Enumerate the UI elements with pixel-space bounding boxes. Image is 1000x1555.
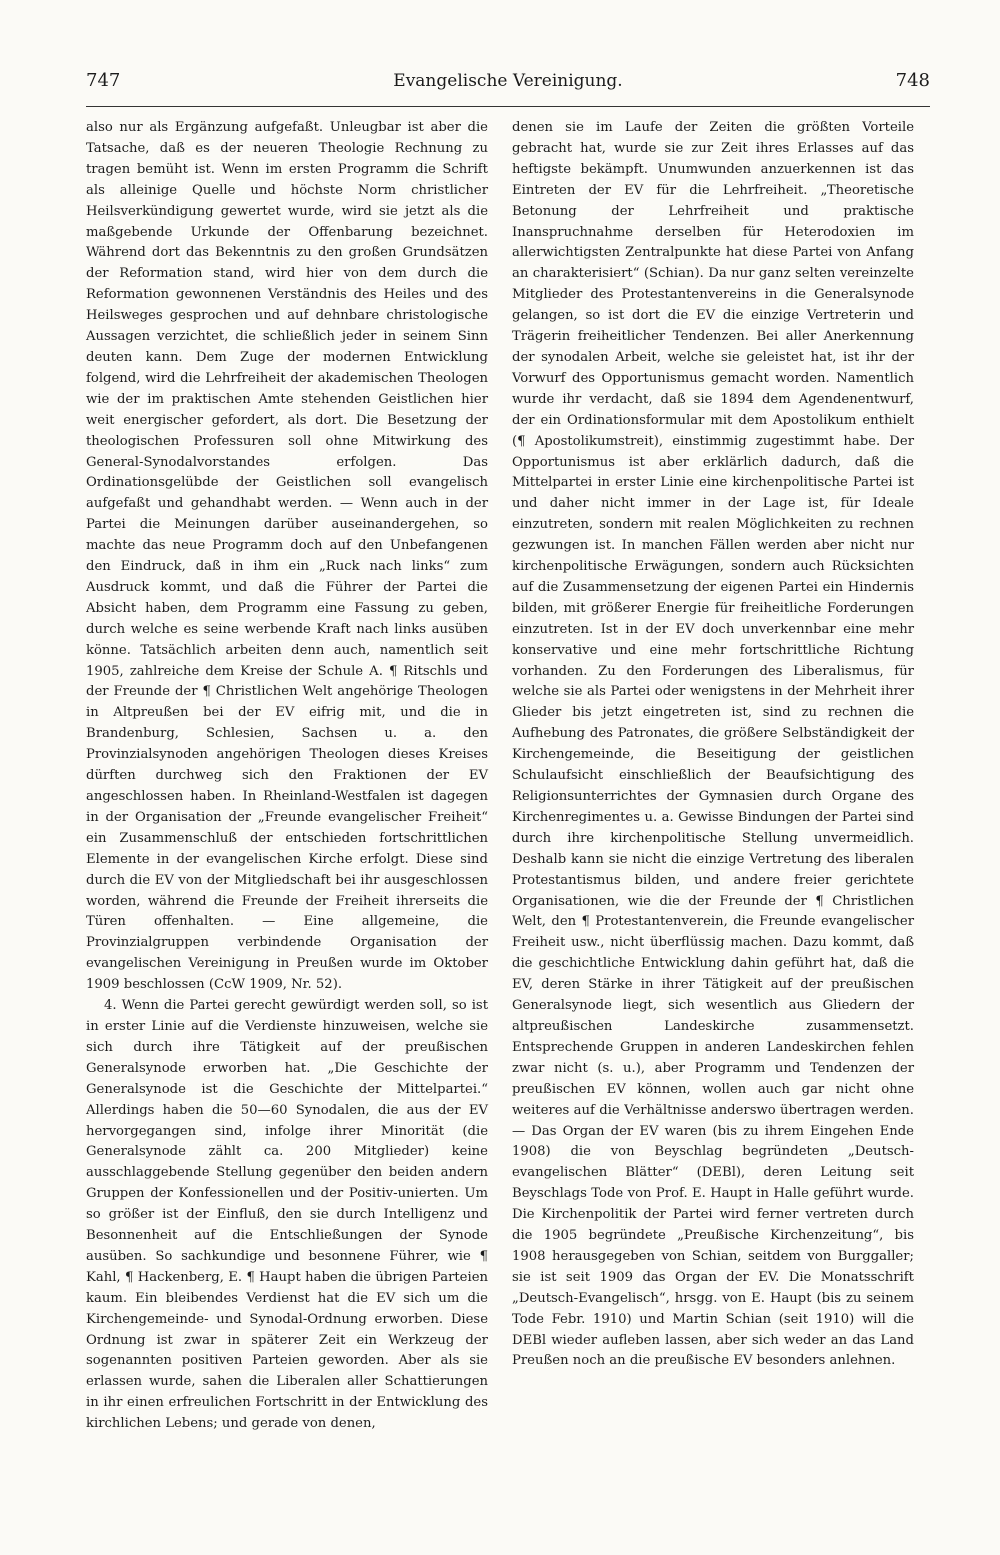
paragraph: denen sie im Laufe der Zeiten die größten Vorteile gebracht hat, wurde sie zur Zeit ihres Erlasses auf das heftigste bekämpft. Unumwunden anzuerkennen ist das Eintreten der EV für die Lehrfreiheit. „Theoretische Betonung der Lehrfreiheit und praktische Inanspruchnahme derselben für Heterodoxien im allerwichtigsten Zentralpunkte hat diese Partei von Anfang an charakterisiert“ (Schian). Da nur ganz selten vereinzelte Mitglieder des Protestantenvereins in die Generalsynode gelangen, so ist dort die EV die einzige Vertreterin und Trägerin freiheitlicher Tendenzen. Bei aller Anerkennung der synodalen Arbeit, welche sie geleistet hat, ist ihr der Vorwurf des Opportunismus gemacht worden. Namentlich wurde ihr verdacht, daß sie 1894 dem Agendenentwurf, der ein Ordinationsformular mit dem Apostolikum enthielt (¶ Apostolikumstreit), einstimmig zugestimmt habe. Der Opportunismus ist aber erklärlich dadurch, daß die Mittelpartei in erster Linie eine kirchenpolitische Partei ist und daher nicht immer in der Lage ist, für Ideale einzutreten, sondern mit realen Möglichkeiten zu rechnen gezwungen ist. In manchen Fällen werden aber nicht nur kirchenpolitische Erwägungen, sondern auch Rücksichten auf die Zusammensetzung der eigenen Partei ein Hindernis bilden, mit größerer Energie für freiheitliche Forderungen einzutreten. Ist in der EV doch unverkennbar eine mehr konservative und eine mehr fortschrittliche Richtung vorhanden. Zu den Forderungen des Liberalismus, für welche sie als Partei oder wenigstens in der Mehrheit ihrer Glieder bis jetzt eingetreten ist, sind zu rechnen die Aufhebung des Patronates, die größere Selbständigkeit der Kirchengemeinde, die Beseitigung der geistlichen Schulaufsicht einschließlich der Beaufsichtigung des Religionsunterrichtes der Gymnasien durch Organe des Kirchenregimentes u. a. Gewisse Bindungen der Partei sind durch ihre kirchenpolitische Stellung unvermeidlich. Deshalb kann sie nicht die einzige Vertretung des liberalen Protestantismus bilden, und andere freier gerichtete Organisationen, wie die der Freunde der ¶ Christlichen Welt, den ¶ Protestantenverein, die Freunde evangelischer Freiheit usw., nicht überflüssig machen. Dazu kommt, daß die geschichtliche Entwicklung dahin geführt hat, daß die EV, deren Stärke in ihrer Tätigkeit auf der preußischen Generalsynode liegt, sich wesentlich aus Gliedern der altpreußischen Landeskirche zusammensetzt. Entsprechende Gruppen in anderen Landeskirchen fehlen zwar nicht (s. u.), aber Programm und Tendenzen der preußischen EV können, wollen auch gar nicht ohne weiteres auf die Verhältnisse anderswo übertragen werden. — Das Organ der EV waren (bis zu ihrem Eingehen Ende 1908) die von Beyschlag begründeten „Deutsch-evangelischen Blätter“ (DEBl), deren Leitung seit Beyschlags Tode von Prof. E. Haupt in Halle geführt wurde. Die Kirchenpolitik der Partei wird ferner vertreten durch die 1905 begründete „Preußische Kirchenzeitung“, bis 1908 herausgegeben von Schian, seitdem von Burggaller; sie ist seit 1909 das Organ der EV. Die Monatsschrift „Deutsch-Evangelisch“, hrsgg. von E. Haupt (bis zu seinem Tode Febr. 1910) und Martin Schian (seit 1910) will die DEBl wieder aufleben lassen, aber sich weder an das Land Preußen noch an die preußische EV besonders anlehnen.: [512, 120, 914, 1369]
left-column: [86, 118, 488, 1435]
page-number-right: 748: [895, 70, 930, 91]
page-number-left: 747: [86, 70, 121, 91]
paragraph: also nur als Ergänzung aufgefaßt. Unleugbar ist aber die Tatsache, daß es der neueren Theologie Rechnung zu tragen bemüht ist. Wenn im ersten Programm die Schrift als alleinige Quelle und höchste Norm christlicher Heilsverkündigung gewertet wurde, wird sie jetzt als die maßgebende Urkunde der Offenbarung bezeichnet. Während dort das Bekenntnis zu den großen Grundsätzen der Reformation stand, wird hier von dem durch die Reformation gewonnenen Verständnis des Heiles und des Heilsweges gesprochen und auf dehnbare christologische Aussagen verzichtet, die schließlich jeder in seinem Sinn deuten kann. Dem Zuge der modernen Entwicklung folgend, wird die Lehrfreiheit der akademischen Theologen wie der im praktischen Amte stehenden Geistlichen hier weit energischer gefordert, als dort. Die Besetzung der theologischen Professuren soll ohne Mitwirkung des General-Synodalvorstandes erfolgen. Das Ordinationsgelübde der Geistlichen soll evangelisch aufgefaßt und gehandhabt werden. — Wenn auch in der Partei die Meinungen darüber auseinandergehen, so machte das neue Programm doch auf den Unbefangenen den Eindruck, daß in ihm ein „Ruck nach links“ zum Ausdruck kommt, und daß die Führer der Partei die Absicht haben, dem Programm eine Fassung zu geben, durch welche es seine werbende Kraft nach links ausüben könne. Tatsächlich arbeiten denn auch, namentlich seit 1905, zahlreiche dem Kreise der Schule A. ¶ Ritschls und der Freunde der ¶ Christlichen Welt angehörige Theologen in Altpreußen bei der EV eifrig mit, und die in Brandenburg, Schlesien, Sachsen u. a. den Provinzialsynoden angehörigen Theologen dieses Kreises dürften durchweg sich den Fraktionen der EV angeschlossen haben. In Rheinland-Westfalen ist dagegen in der Organisation der „Freunde evangelischer Freiheit“ ein Zusammenschluß der entschieden fortschrittlichen Elemente in der evangelischen Kirche erfolgt. Diese sind durch die EV von der Mitgliedschaft bei ihr ausgeschlossen worden, während die Freunde der Freiheit ihrerseits die Türen offenhalten. — Eine allgemeine, die Provinzialgruppen verbindende Organisation der evangelischen Vereinigung in Preußen wurde im Oktober 1909 beschlossen (CcW 1909, Nr. 52).: [86, 120, 488, 993]
right-column: [512, 118, 914, 1372]
page-header: [86, 70, 930, 102]
header-rule: [86, 106, 930, 107]
running-title: Evangelische Vereinigung.: [393, 71, 623, 91]
paragraph: 4. Wenn die Partei gerecht gewürdigt werden soll, so ist in erster Linie auf die Verdienste hinzuweisen, welche sie sich durch ihre Tätigkeit auf der preußischen Generalsynode erworben hat. „Die Geschichte der Generalsynode ist die Geschichte der Mittelpartei.“ Allerdings haben die 50—60 Synodalen, die aus der EV hervorgegangen sind, infolge ihrer Minorität (die Generalsynode zählt ca. 200 Mitglieder) keine ausschlaggebende Stellung gegenüber den beiden andern Gruppen der Konfessionellen und der Positiv-unierten. Um so größer ist der Einfluß, den sie durch Intelligenz und Besonnenheit auf die Entschließungen der Synode ausüben. So sachkundige und besonnene Führer, wie ¶ Kahl, ¶ Hackenberg, E. ¶ Haupt haben die übrigen Parteien kaum. Ein bleibendes Verdienst hat die EV sich um die Kirchengemeinde- und Synodal-Ordnung erworben. Diese Ordnung ist zwar in späterer Zeit ein Werkzeug der sogenannten positiven Parteien geworden. Aber als sie erlassen wurde, sahen die Liberalen aller Schattierungen in ihr einen erfreulichen Fortschritt in der Entwicklung des kirchlichen Lebens; und gerade von denen,: [86, 998, 488, 1432]
